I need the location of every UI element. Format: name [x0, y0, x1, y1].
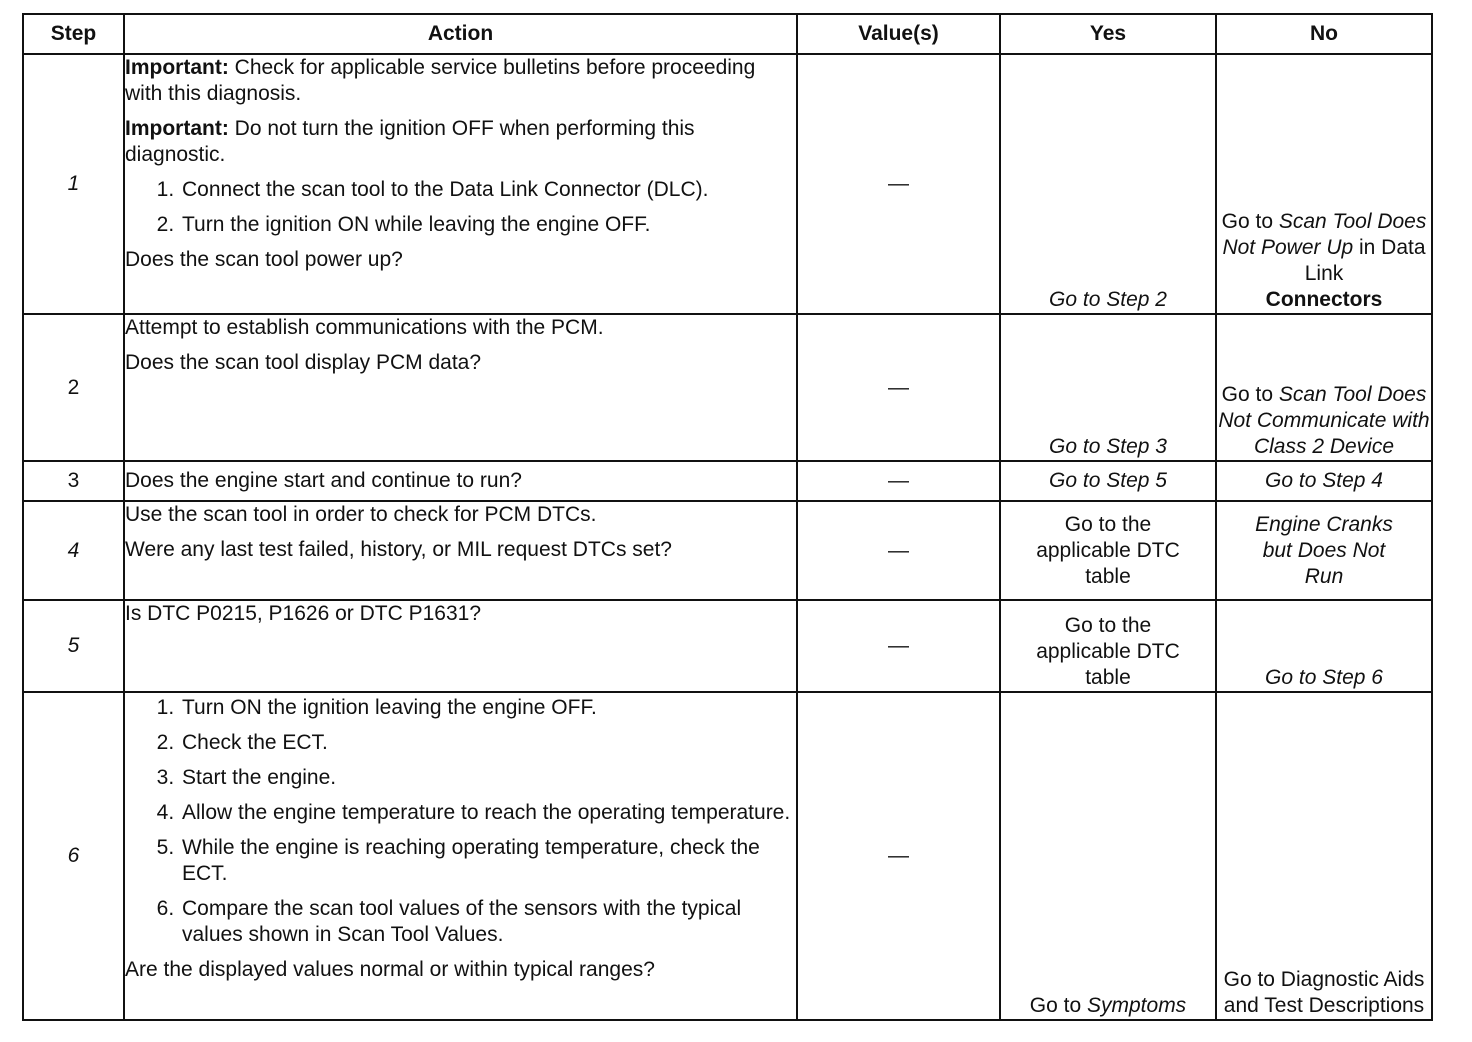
list-item: 1. Turn ON the ignition leaving the engine OFF.	[180, 695, 796, 721]
action-steps-list	[125, 177, 796, 238]
action-cell	[124, 600, 797, 692]
no-cell: Go to Step 6	[1216, 600, 1432, 692]
action-cell	[124, 54, 797, 314]
value-cell: —	[797, 314, 1000, 461]
value-cell: —	[797, 461, 1000, 501]
question: Does the scan tool display PCM data?	[125, 351, 482, 374]
step-number: 3	[23, 461, 124, 501]
question: Were any last test failed, history, or MIL request DTCs set?	[125, 538, 672, 561]
value-cell: —	[797, 600, 1000, 692]
table-row	[23, 54, 1432, 314]
table-row	[23, 692, 1432, 1020]
table-row	[23, 501, 1432, 600]
step-number: 1	[23, 54, 124, 314]
question: Is DTC P0215, P1626 or DTC P1631?	[125, 602, 482, 625]
list-item: 6. Compare the scan tool values of the sensors with the typical values shown in Scan Tool Values.	[180, 896, 796, 948]
yes-cell: Go to Step 5	[1000, 461, 1216, 501]
no-cell: Go to Scan Tool Does Not Power Up in Data Link Connectors	[1216, 54, 1432, 314]
header-row	[23, 14, 1432, 54]
yes-cell: Go to the applicable DTC table	[1000, 501, 1216, 600]
table-row	[23, 314, 1432, 461]
list-item: 4. Allow the engine temperature to reach the operating temperature.	[180, 800, 796, 826]
step-number: 4	[23, 501, 124, 600]
list-item: 5. While the engine is reaching operating temperature, check the ECT.	[180, 835, 796, 887]
important-note: Important: Check for applicable service bulletins before proceeding with this diagnosis.	[125, 56, 756, 105]
question: Does the engine start and continue to run?	[125, 469, 522, 492]
header-no: No	[1216, 14, 1432, 54]
action-cell: Use the scan tool in order to check for PCM DTCs. Were any last test failed, history, or MIL request DTCs set?	[124, 501, 797, 600]
diagnostic-table	[22, 13, 1433, 1021]
no-cell: Go to Diagnostic Aids and Test Descriptions	[1216, 692, 1432, 1020]
no-cell: Engine Cranks but Does Not Run	[1216, 501, 1432, 600]
list-item: 3. Start the engine.	[180, 765, 796, 791]
action-cell	[124, 692, 797, 1020]
yes-cell: Go to Step 3	[1000, 314, 1216, 461]
list-item: 2. Check the ECT.	[180, 730, 796, 756]
table-row	[23, 600, 1432, 692]
question: Are the displayed values normal or within typical ranges?	[125, 958, 655, 981]
no-cell: Go to Step 4	[1216, 461, 1432, 501]
yes-cell: Go to the applicable DTC table	[1000, 600, 1216, 692]
value-cell: —	[797, 54, 1000, 314]
yes-cell: Go to Symptoms	[1000, 692, 1216, 1020]
header-values: Value(s)	[797, 14, 1000, 54]
value-cell: —	[797, 501, 1000, 600]
step-number: 6	[23, 692, 124, 1020]
action-cell: Attempt to establish communications with the PCM. Does the scan tool display PCM data?	[124, 314, 797, 461]
yes-cell: Go to Step 2	[1000, 54, 1216, 314]
action-cell	[124, 461, 797, 501]
no-cell: Go to Scan Tool Does Not Communicate with Class 2 Device	[1216, 314, 1432, 461]
step-number: 5	[23, 600, 124, 692]
value-cell: —	[797, 692, 1000, 1020]
question: Does the scan tool power up?	[125, 248, 403, 271]
important-note: Important: Do not turn the ignition OFF when performing this diagnostic.	[125, 117, 695, 166]
step-number: 2	[23, 314, 124, 461]
list-item: 2. Turn the ignition ON while leaving the engine OFF.	[180, 212, 796, 238]
header-step: Step	[23, 14, 124, 54]
header-yes: Yes	[1000, 14, 1216, 54]
list-item: 1. Connect the scan tool to the Data Link Connector (DLC).	[180, 177, 796, 203]
header-action: Action	[124, 14, 797, 54]
action-steps-list	[125, 695, 796, 948]
table-row	[23, 461, 1432, 501]
